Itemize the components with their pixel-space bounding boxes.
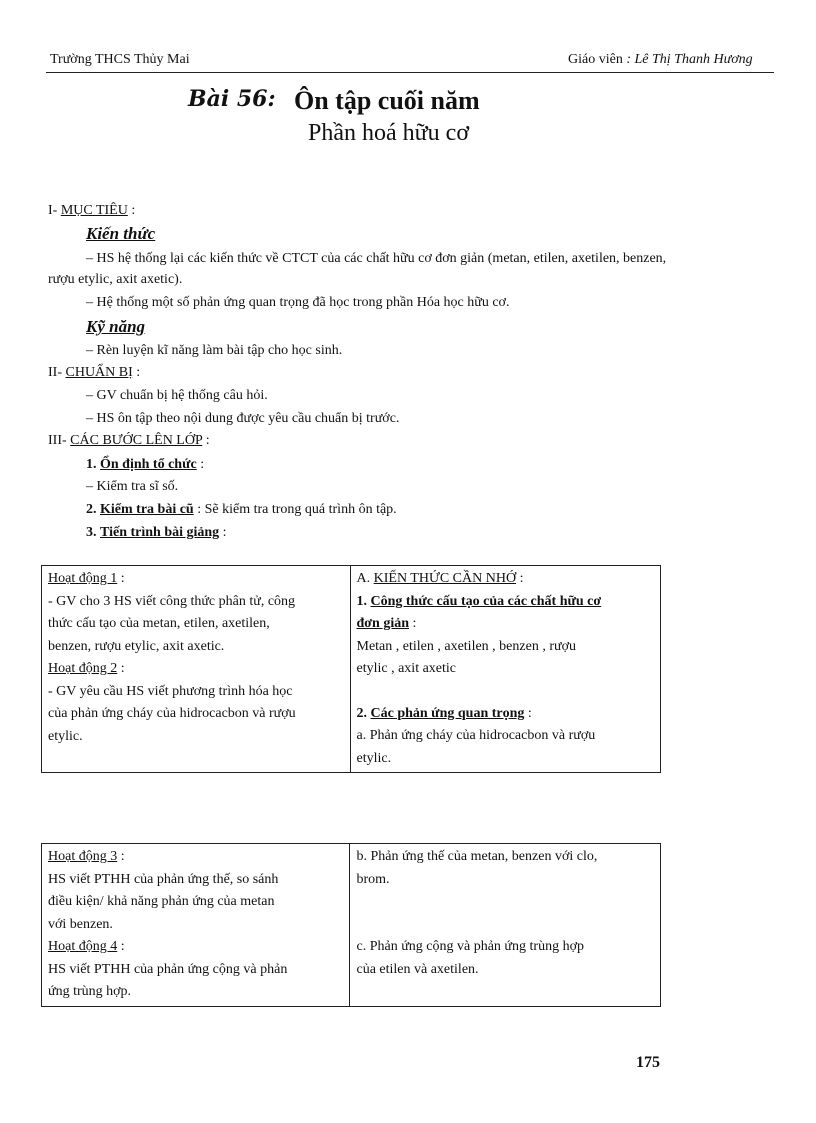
step-title: Kiểm tra bài cũ (100, 502, 194, 517)
table2-right-cell (350, 844, 661, 1007)
header-teacher (568, 52, 753, 68)
item-text: etylic , axit axetic (356, 661, 457, 676)
knowledge-prefix: A. (356, 571, 371, 586)
reaction-text: c. Phản ứng cộng và phản ứng trùng hợp (356, 939, 584, 954)
lesson-title: Ôn tập cuối năm (294, 86, 480, 115)
item-text: a. Phản ứng cháy của hidrocacbon và rượu (356, 728, 596, 743)
section-title: CÁC BƯỚC LÊN LỚP (70, 433, 203, 448)
header-teacher-name: : Lê Thị Thanh Hương (626, 52, 753, 67)
section-title: CHUẨN BỊ (65, 365, 133, 380)
activities-table-2 (41, 843, 661, 1007)
step-number: 1. (86, 457, 97, 472)
item-title: Các phản ứng quan trọng (370, 705, 525, 721)
lesson-subtitle: Phần hoá hữu cơ (308, 120, 470, 146)
item-number: 2. (356, 705, 367, 721)
step-3: 3. Tiến trình bài giảng : (86, 525, 227, 540)
reaction-text: b. Phản ứng thế của metan, benzen với clo, (356, 849, 598, 864)
step-title: Tiến trình bài giảng (100, 525, 220, 540)
lesson-label: Bài 56: (188, 86, 276, 112)
knowledge-item-cont: rượu etylic, axit axetic). (48, 272, 183, 287)
activity-text: HS viết PTHH của phản ứng thế, so sánh (48, 871, 279, 887)
step-number: 2. (86, 502, 97, 517)
header-divider (46, 72, 774, 73)
item-text: Metan , etilen , axetilen , benzen , rượu (356, 638, 576, 654)
item-text: etylic. (356, 750, 392, 766)
knowledge-item: – Hệ thống một số phản ứng quan trọng đã học trong phần Hóa học hữu cơ. (86, 295, 510, 310)
knowledge-title: KIẾN THỨC CẦN NHỚ (373, 571, 517, 586)
activity-text: HS viết PTHH của phản ứng cộng và phản (48, 961, 288, 977)
item-title-cont: đơn giản (356, 616, 409, 631)
activity-title: Hoạt động 2 (48, 661, 118, 676)
step-1-item: – Kiểm tra sĩ số. (86, 479, 179, 494)
activity-text: etylic. (48, 728, 83, 744)
activity-text: với benzen. (48, 916, 113, 932)
activity-title: Hoạt động 4 (48, 939, 118, 954)
preparation-item: – GV chuẩn bị hệ thống câu hỏi. (86, 388, 268, 403)
activity-text: ứng trùng hợp. (48, 984, 132, 999)
section-objectives-heading: I- MỤC TIÊU : (48, 203, 136, 218)
section-preparation-heading: II- CHUẨN BỊ : (48, 365, 141, 380)
item-title: Công thức cấu tạo của các chất hữu cơ (370, 593, 602, 609)
activity-text: benzen, rượu etylic, axit axetic. (48, 638, 225, 654)
activity-text: điều kiện/ khả năng phản ứng của metan (48, 894, 275, 909)
activities-table-1 (41, 565, 661, 773)
table1-right-cell: A. KIẾN THỨC CẦN NHỚ : 1. Công thức cấu tạo của các chất hữu cơ đơn giản : Metan , etilen , axetilen , benzen , rượu etylic , axit axetic 2. Các phản ứng quan trọng : a. Phản ứng cháy của hidrocacbon và rượu etylic. (350, 566, 661, 773)
table2-left-cell: Hoạt động 3 : HS viết PTHH của phản ứng thế, so sánh điều kiện/ khả năng phản ứng của metan với benzen. Hoạt động 4 : HS viết PTHH của phản ứng cộng và phản ứng trùng hợp. (42, 844, 350, 1007)
step-1: 1. Ổn định tổ chức : (86, 457, 205, 472)
knowledge-heading: Kiến thức (86, 224, 156, 243)
item-number: 1. (356, 593, 367, 609)
section-prefix: III- (48, 433, 67, 448)
activity-title: Hoạt động 1 (48, 571, 118, 586)
reaction-text: của etilen và axetilen. (356, 961, 479, 977)
header-school: Trường THCS Thủy Mai (50, 52, 190, 67)
step-text: : Sẽ kiểm tra trong quá trình ôn tập. (197, 502, 397, 517)
activity-text: - GV cho 3 HS viết công thức phân tử, công (48, 593, 296, 609)
activity-text: - GV yêu cầu HS viết phương trình hóa học (48, 683, 293, 699)
activity-title: Hoạt động 3 (48, 849, 118, 864)
section-title: MỤC TIÊU (60, 203, 128, 218)
skills-item: – Rèn luyện kĩ năng làm bài tập cho học sinh. (86, 343, 343, 358)
section-prefix: I- (48, 203, 58, 218)
table1-left-cell: Hoạt động 1 : - GV cho 3 HS viết công thức phân tử, công thức cấu tạo của metan, etilen, axetilen, benzen, rượu etylic, axit axetic. Hoạt động 2 : - GV yêu cầu HS viết phương trình hóa học của phản ứng cháy của hidrocacbon và rượu etylic. (42, 566, 351, 773)
step-number: 3. (86, 525, 97, 540)
section-prefix: II- (48, 365, 62, 380)
step-2 (86, 502, 397, 518)
activity-text: của phản ứng cháy của hidrocacbon và rượu (48, 706, 296, 721)
header-teacher-label: Giáo viên (568, 52, 623, 67)
page-number: 175 (636, 1054, 660, 1071)
step-title: Ổn định tổ chức (100, 457, 197, 472)
skills-heading: Kỹ năng (86, 317, 146, 336)
section-steps-heading: III- CÁC BƯỚC LÊN LỚP : (48, 433, 210, 448)
preparation-item: – HS ôn tập theo nội dung được yêu cầu chuẩn bị trước. (86, 411, 400, 426)
activity-text: thức cấu tạo của metan, etilen, axetilen, (48, 616, 270, 631)
knowledge-item: – HS hệ thống lại các kiến thức về CTCT của các chất hữu cơ đơn giản (metan, etilen, axetilen, benzen, (86, 251, 667, 266)
reaction-text: brom. (356, 871, 390, 887)
